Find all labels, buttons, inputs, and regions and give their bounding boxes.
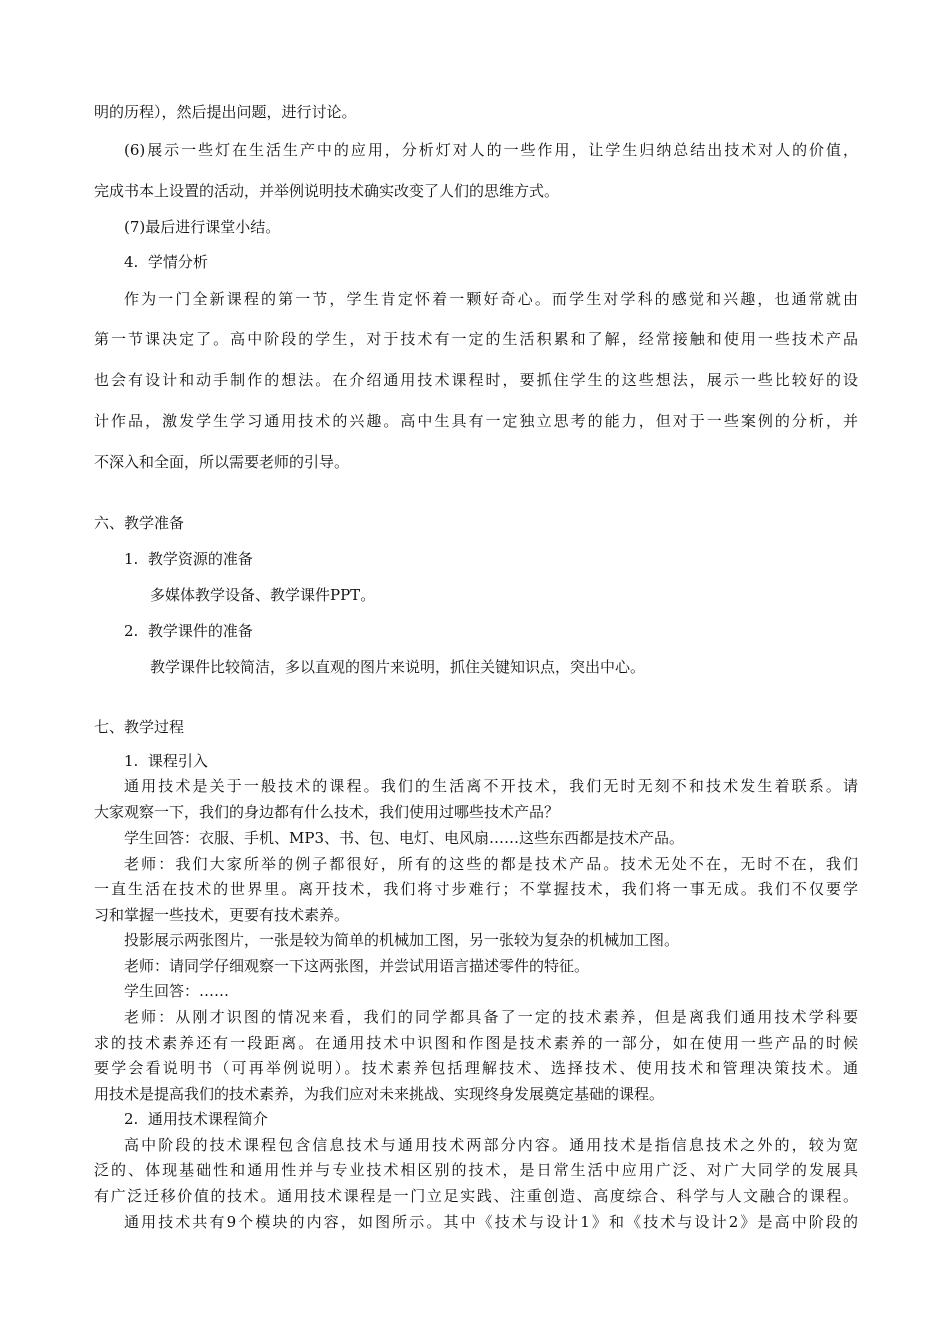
paragraph-line: 第一节课决定了。高中阶段的学生，对于技术有一定的生活积累和了解，经常接触和使用一些技术产品 (94, 330, 858, 348)
section-heading: 六、教学准备 (94, 514, 185, 532)
paragraph-line: 通用技术是关于一般技术的课程。我们的生活离不开技术，我们无时无刻不和技术发生着联系。请 (124, 777, 858, 795)
section-heading: 4. 学情分析 (124, 253, 208, 271)
paragraph-line: 明的历程），然后提出问题，进行讨论。 (94, 103, 357, 121)
paragraph-line: 要学会看说明书（可再举例说明）。技术素养包括理解技术、选择技术、使用技术和管理决策技术。通 (94, 1059, 858, 1077)
paragraph-line: 用技术是提高我们的技术素养，为我们应对未来挑战、实现终身发展奠定基础的课程。 (94, 1085, 665, 1103)
paragraph-line: 教学课件比较简洁，多以直观的图片来说明，抓住关键知识点，突出中心。 (150, 658, 646, 676)
paragraph-line: 也会有设计和动手制作的想法。在介绍通用技术课程时，要抓住学生的这些想法，展示一些比较好的设 (94, 371, 858, 389)
section-heading: 2. 通用技术课程简介 (124, 1110, 268, 1128)
paragraph-line: 一直生活在技术的世界里。离开技术，我们将寸步难行；不掌握技术，我们将一事无成。我们不仅要学 (94, 880, 858, 898)
paragraph-line: 高中阶段的技术课程包含信息技术与通用技术两部分内容。通用技术是指信息技术之外的，较为宽 (124, 1136, 858, 1154)
paragraph-line: 有广泛迁移价值的技术。通用技术课程是一门立足实践、注重创造、高度综合、科学与人文融合的课程。 (94, 1187, 858, 1205)
paragraph-line: (6)展示一些灯在生活生产中的应用，分析灯对人的一些作用，让学生归纳总结出技术对人的价值， (124, 141, 858, 159)
paragraph-line: 老师：我们大家所举的例子都很好，所有的这些的都是技术产品。技术无处不在，无时不在，我们 (124, 855, 858, 873)
paragraph-line: 通用技术共有9个模块的内容，如图所示。其中《技术与设计1》和《技术与设计2》是高中阶段的 (124, 1213, 858, 1231)
section-heading: 1. 教学资源的准备 (124, 550, 253, 568)
section-heading: 2. 教学课件的准备 (124, 622, 253, 640)
section-heading: 七、教学过程 (94, 718, 185, 736)
paragraph-line: 计作品，激发学生学习通用技术的兴趣。高中生具有一定独立思考的能力，但对于一些案例的分析，并 (94, 412, 858, 430)
paragraph-line: 作为一门全新课程的第一节，学生肯定怀着一颗好奇心。而学生对学科的感觉和兴趣，也通常就由 (124, 290, 858, 308)
paragraph-line: 大家观察一下，我们的身边都有什么技术，我们使用过哪些技术产品？ (94, 803, 560, 821)
paragraph-line: 习和掌握一些技术，更要有技术素养。 (94, 906, 350, 924)
paragraph-line: 不深入和全面，所以需要老师的引导。 (94, 453, 350, 471)
paragraph-line: 学生回答：…… (124, 982, 230, 1000)
paragraph-line: 老师：请同学仔细观察一下这两张图，并尝试用语言描述零件的特征。 (124, 957, 590, 975)
paragraph-line: 求的技术素养还有一段距离。在通用技术中识图和作图是技术素养的一部分，如在使用一些产品的时候 (94, 1034, 858, 1052)
paragraph-line: 老师：从刚才识图的情况来看，我们的同学都具备了一定的技术素养，但是离我们通用技术学科要 (124, 1008, 858, 1026)
paragraph-line: (7)最后进行课堂小结。 (124, 218, 281, 236)
paragraph-line: 投影展示两张图片，一张是较为简单的机械加工图，另一张较为复杂的机械加工图。 (124, 931, 680, 949)
paragraph-line: 多媒体教学设备、教学课件PPT。 (150, 586, 376, 604)
paragraph-line: 泛的、体现基础性和通用性并与专业技术相区别的技术，是日常生活中应用广泛、对广大同学的发展具 (94, 1161, 858, 1179)
section-heading: 1. 课程引入 (124, 752, 208, 770)
paragraph-line: 学生回答：衣服、手机、MP3、书、包、电灯、电风扇……这些东西都是技术产品。 (124, 829, 684, 847)
paragraph-line: 完成书本上设置的活动，并举例说明技术确实改变了人们的思维方式。 (94, 182, 560, 200)
